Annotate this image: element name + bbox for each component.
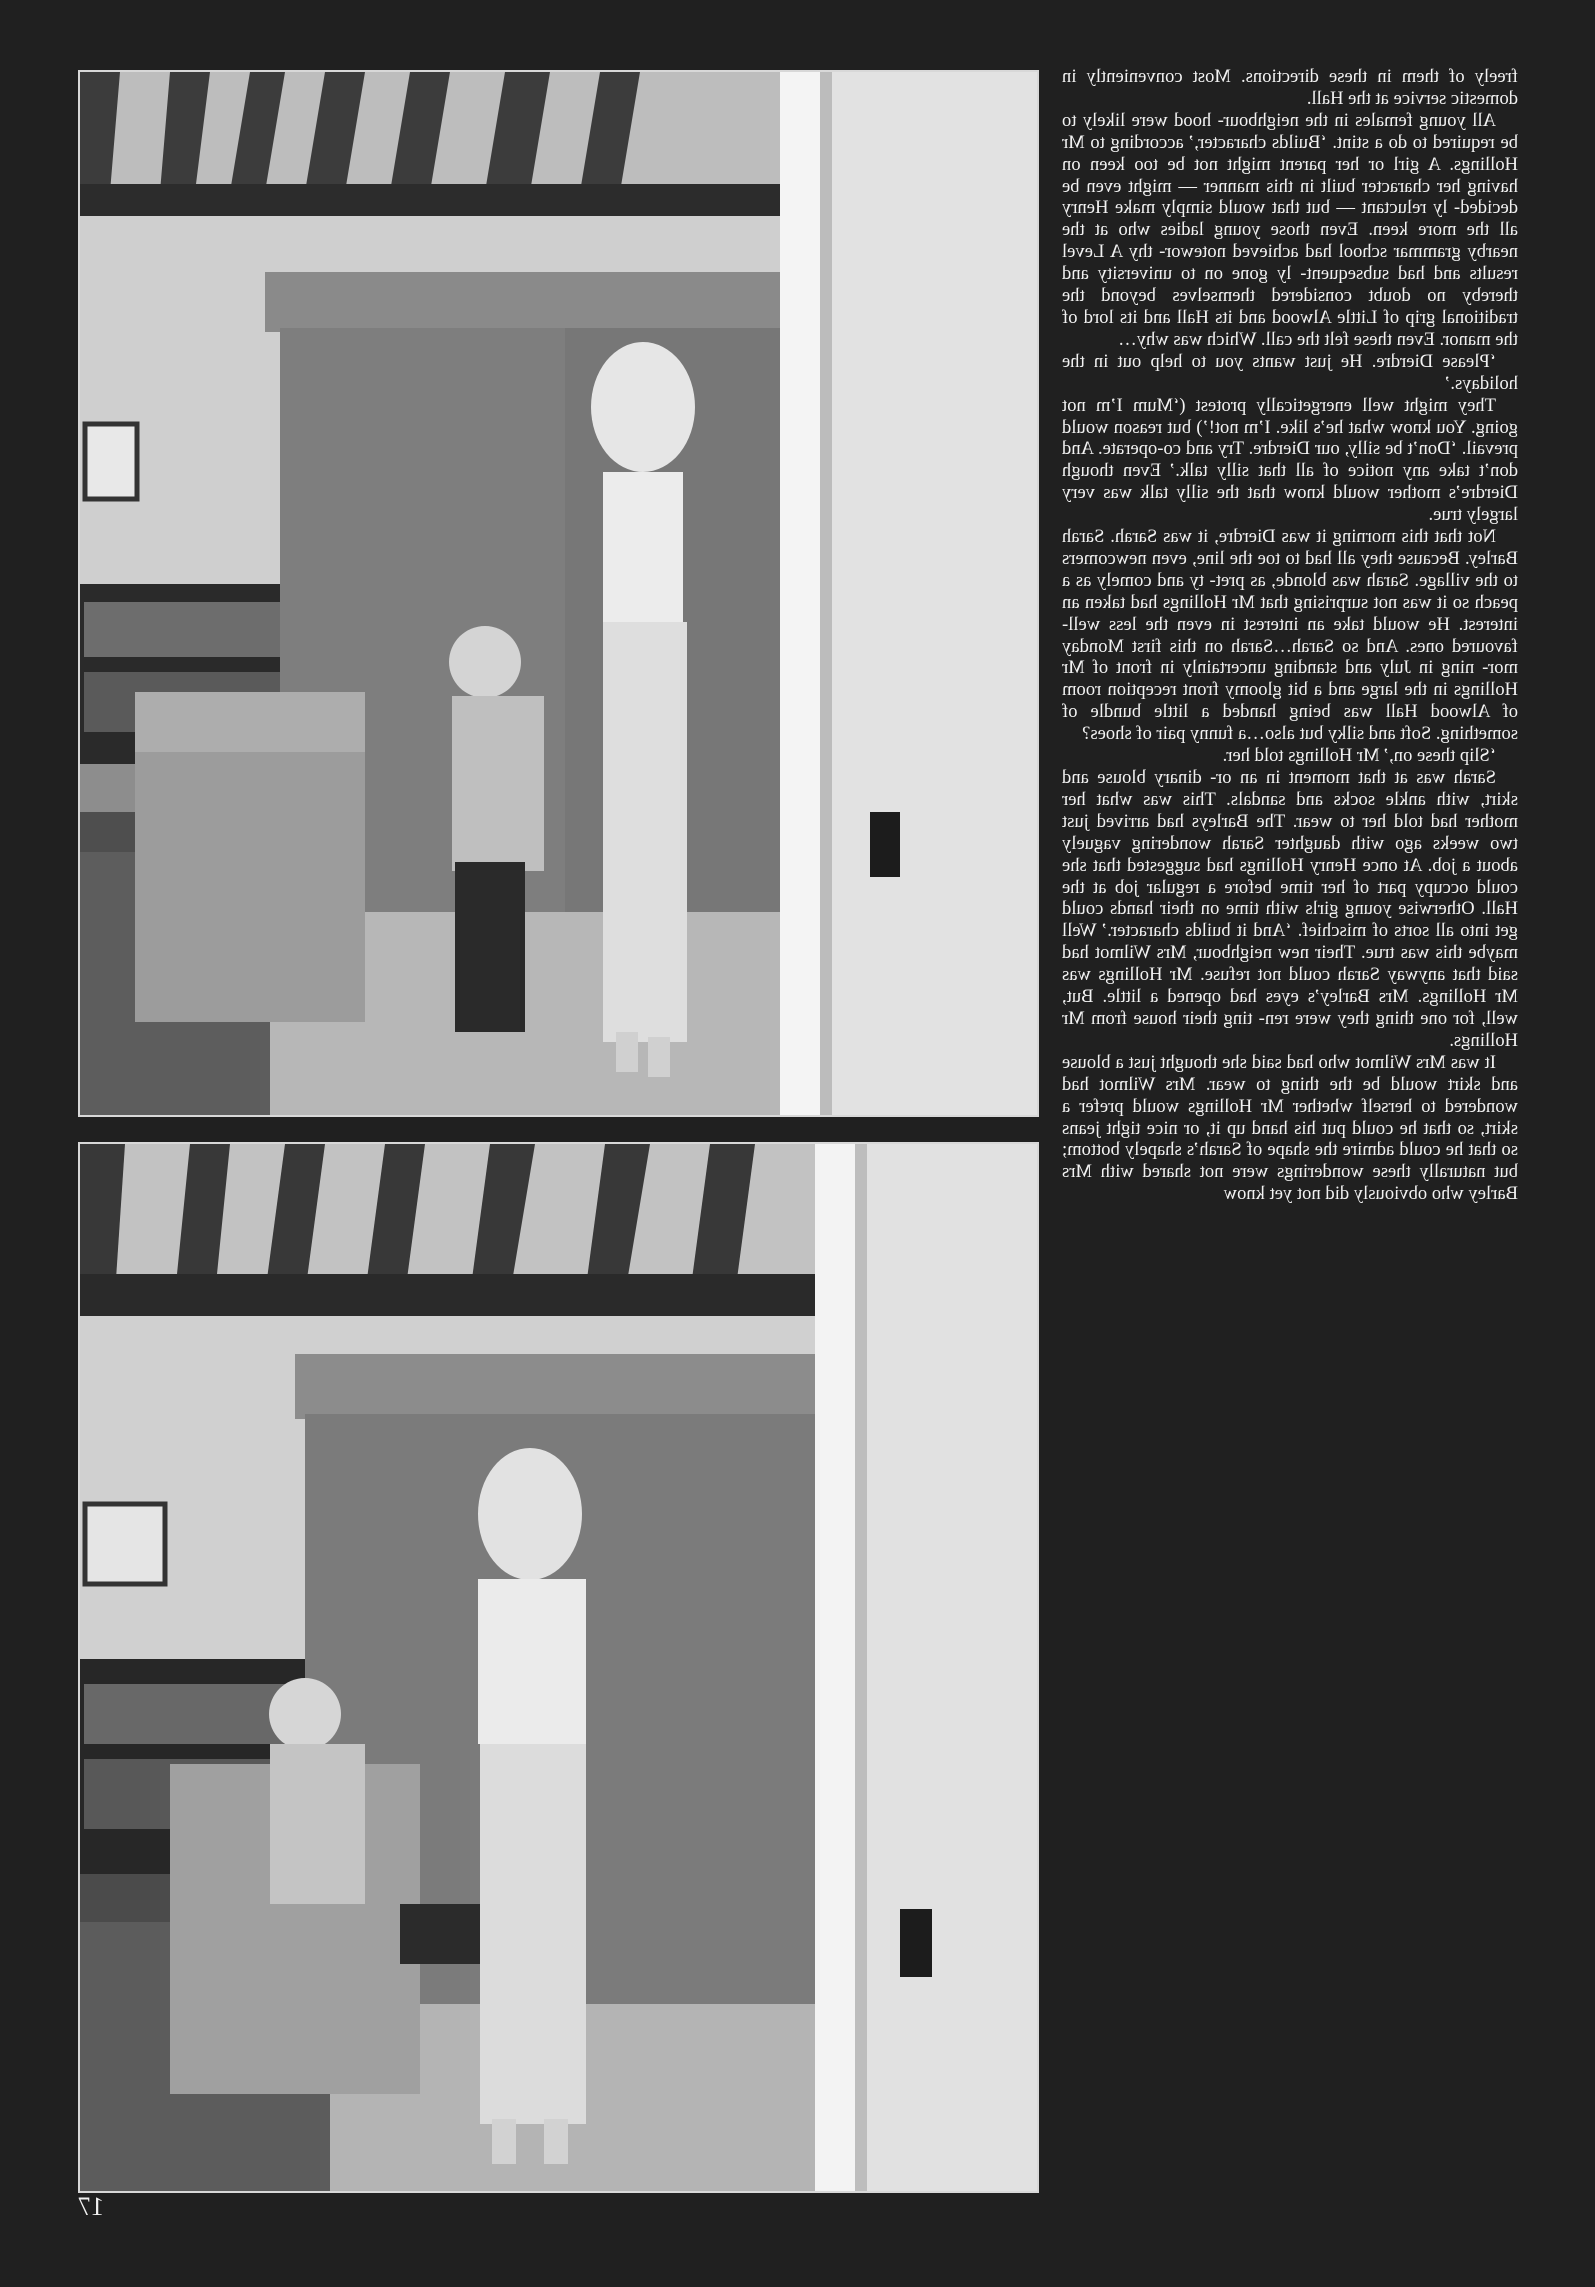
paragraph-6: ‘Slip these on,’ Mr Hollings told her. [1222, 745, 1496, 767]
bottom-photo [78, 1142, 1039, 2193]
top-photo-illustration [80, 72, 1037, 1115]
paragraph-3: ‘Please Dierdre. He just wants you to help out in the holidays.’ [1062, 350, 1518, 394]
paragraph-4: They might well energetically protest (‘Mum I’m not going. You know what he’s like. I’m not!’) but reason would prevail. ‘Don’t be silly, our Dierdre. Try and co-operate. And don’t take any notice of all that silly talk.’ Even though Dierdre’s mother would know that the silly talk was very largely true. [1062, 394, 1518, 526]
paragraph-8: It was Mrs Wilmot who had said she thought just a blouse and skirt would be the thing to wear. Mrs Wilmot had wondered to herself whether Mr Hollings would prefer a skirt, so that he could put his hand up it, or nice tight jeans so that he could admire the shape of Sarah’s shapely bottom; but naturally these wonderings were not shared with Mrs Barley who obviously did not yet know [1062, 1051, 1518, 1205]
paragraph-2: All young females in the neighbour- hood were likely to be required to do a stint. ‘Builds character,’ according to Mr Hollings. A girl or her parent might not be too keen on having her character built in this manner — might even be decided- ly reluctant — but that would simply make Henry all the more keen. Even those young ladies who at the nearby grammar school had achieved notewor- thy A Level results and had subsequent- ly gone on to university and thereby no doubt considered themselves beyond the traditional grip of Little Alwood and its Hall and its lord of the manor. Even these felt the call. Which was why… [1062, 109, 1518, 350]
paragraph-7: Sarah was at that moment in an or- dinary blouse and skirt, with ankle socks and sandals. This was what her mother had told her to wear. The Barleys had arrived just two weeks ago with daughter Sarah wondering vaguely about a job. At once Henry Hollings had suggested that she could occupy part of her time before a regular job at the Hall. Otherwise young girls with time on their hands could get into all sorts of mischief. ‘And it builds character.’ Well maybe this was true. Their new neighbour, Mrs Wilmot had said that anyway Sarah could not refuse. Mr Hollings was Mr Hollings. Mrs Barley’s eyes had opened a little. But, well, for one thing they were ren- ting their house from Mr Hollings. [1062, 767, 1518, 1051]
paragraph-5: Not that this morning it was Dierdre, it was Sarah. Sarah Barley. Because they all had to toe the line, even newcomers to the village. Sarah was blonde, as pret- ty and comely as a peach so it was not surprising that Mr Hollings had taken an interest. He would take an interest in even the less well-favoured ones. And so Sarah…Sarah on this first Monday mor- ning in July and standing uncertainly in front of Mr Hollings in the large and a bit gloomy front reception room of Alwood Hall was being handed a little bundle of something. Soft and silky but also…a funny pair of shoes? [1062, 526, 1518, 745]
bottom-photo-illustration [80, 1144, 1037, 2191]
top-photo [78, 70, 1039, 1117]
article-text-column [1062, 66, 1518, 2166]
paragraph-1: freely of them in these directions. Most conveniently in domestic service at the Hall. [1062, 66, 1518, 109]
page-number: 17 [78, 2192, 104, 2221]
